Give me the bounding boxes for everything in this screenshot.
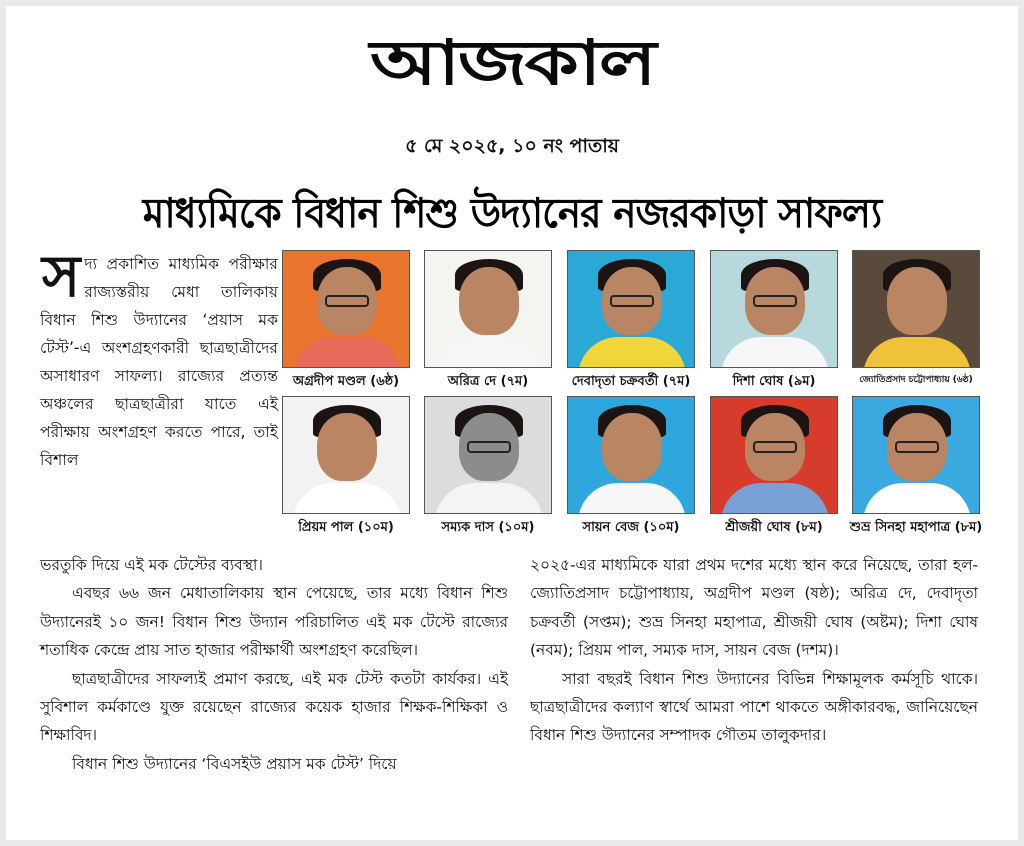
photo-caption: অরিত্র দে (৭ম) [447,374,529,389]
student-photo [282,396,410,514]
photo-caption: সায়ন বেজ (১০ম) [582,520,680,535]
student-photo [710,250,838,368]
newspaper-masthead: আজকাল [369,26,655,99]
photo-caption: শ্রীজয়ী ঘোষ (৮ম) [725,520,823,535]
paragraph: ২০২৫-এর মাধ্যমিকে যারা প্রথম দশের মধ্যে স্থান করে নিয়েছে, তারা হল- জ্যোতিপ্রসাদ চট্টোপাধ্যায়, অগ্রদীপ মণ্ডল (ষষ্ঠ); অরিত্র দে, দেবাদৃতা চক্রবর্তী (সপ্তম); শুভ্র সিনহা মহাপাত্র, শ্রীজয়ী ঘোষ (অষ্টম); দিশা ঘোষ (নবম); প্রিয়ম পাল, সম্যক দাস, সায়ন বেজ (দশম)। [530,556,978,660]
glasses [610,295,654,307]
photo-caption: প্রিয়ম পাল (১০ম) [298,520,394,535]
paragraph: বিধান শিশু উদ্যানের ‘বিএসইউ প্রয়াস মক টেস্ট’ দিয়ে [72,754,397,773]
photo-caption: দেবাদৃতা চক্রবর্তী (৭ম) [571,374,691,389]
paragraph: এবছর ৬৬ জন মেধাতালিকায় স্থান পেয়েছে, তার মধ্যে বিধান শিশু উদ্যানেরই ১০ জন! বিধান শিশু উদ্যান পরিচালিত এই মক টেস্টে রাজ্যের শতাধিক কেন্দ্রে প্রায় সাত হাজার পরীক্ষার্থী অংশগ্রহণ করেছিল। [40,584,508,660]
shirt [578,337,686,368]
drop-cap: স [42,242,81,310]
student-photo [424,250,552,368]
shirt [721,483,829,514]
lead-text: দ্য প্রকাশিত মাধ্যমিক পরীক্ষার রাজ্যস্তরীয় মেধা তালিকায় বিধান শিশু উদ্যানের ‘প্রয়াস মক টেস্ট’-এ অংশগ্রহণকারী ছাত্রছাত্রীদের অসাধারণ সাফল্য। রাজ্যের প্রত্যন্ত অঞ্চলের ছাত্রছাত্রীরা যাতে এই পরীক্ষায় অংশগ্রহণ করতে পারে, তাই বিশাল [40,255,278,469]
face [887,267,947,335]
photo-caption: দিশা ঘোষ (৯ম) [732,374,816,389]
article-column-left [40,551,508,778]
article-column-right [530,551,978,750]
shirt [578,483,686,514]
lead-paragraph [40,242,278,474]
photo-caption: জ্যোতিপ্রসাদ চট্টোপাধ্যায় (৬ষ্ঠ) [859,375,973,385]
student-photo [424,396,552,514]
photo-caption: অগ্রদীপ মণ্ডল (৬ষ্ঠ) [292,374,400,389]
shirt [435,483,543,514]
glasses [895,441,939,453]
student-photo [852,250,980,368]
article-headline: মাধ্যমিকে বিধান শিশু উদ্যানের নজরকাড়া সাফল্য [142,189,882,237]
shirt [863,483,971,514]
student-photo [567,250,695,368]
shirt [435,337,543,368]
student-photo-grid [280,250,983,550]
glasses [467,441,511,453]
shirt [293,337,401,368]
paragraph: ভরতুকি দিয়ে এই মক টেস্টের ব্যবস্থা। [40,556,263,574]
face [459,267,519,335]
face [602,413,662,481]
shirt [721,337,829,368]
photo-caption: শুভ্র সিনহা মহাপাত্র (৮ম) [849,520,983,535]
paragraph: সারা বছরই বিধান শিশু উদ্যানের বিভিন্ন শিক্ষামূলক কর্মসূচি থাকে। ছাত্রছাত্রীদের কল্যাণ স্বার্থে আমরা পাশে থাকতে অঙ্গীকারবদ্ধ, জানিয়েছেন বিধান শিশু উদ্যানের সম্পাদক গৌতম তালুকদার। [530,669,978,745]
glasses [753,295,797,307]
shirt [863,337,971,368]
shirt [293,483,401,514]
paragraph: ছাত্রছাত্রীদের সাফল্যই প্রমাণ করছে, এই মক টেস্ট কতটা কার্যকর। এই সুবিশাল কর্মকাণ্ডে যুক্ত রয়েছেন রাজ্যের কয়েক হাজার শিক্ষক-শিক্ষিকা ও শিক্ষাবিদ। [40,669,508,745]
glasses [753,441,797,453]
student-photo [567,396,695,514]
newspaper-clipping [6,6,1018,840]
photo-caption: সম্যক দাস (১০ম) [441,520,535,535]
dateline: ৫ মে ২০২৫, ১০ নং পাতায় [405,135,619,157]
glasses [325,295,369,307]
student-photo [282,250,410,368]
face [317,413,377,481]
student-photo [710,396,838,514]
student-photo [852,396,980,514]
